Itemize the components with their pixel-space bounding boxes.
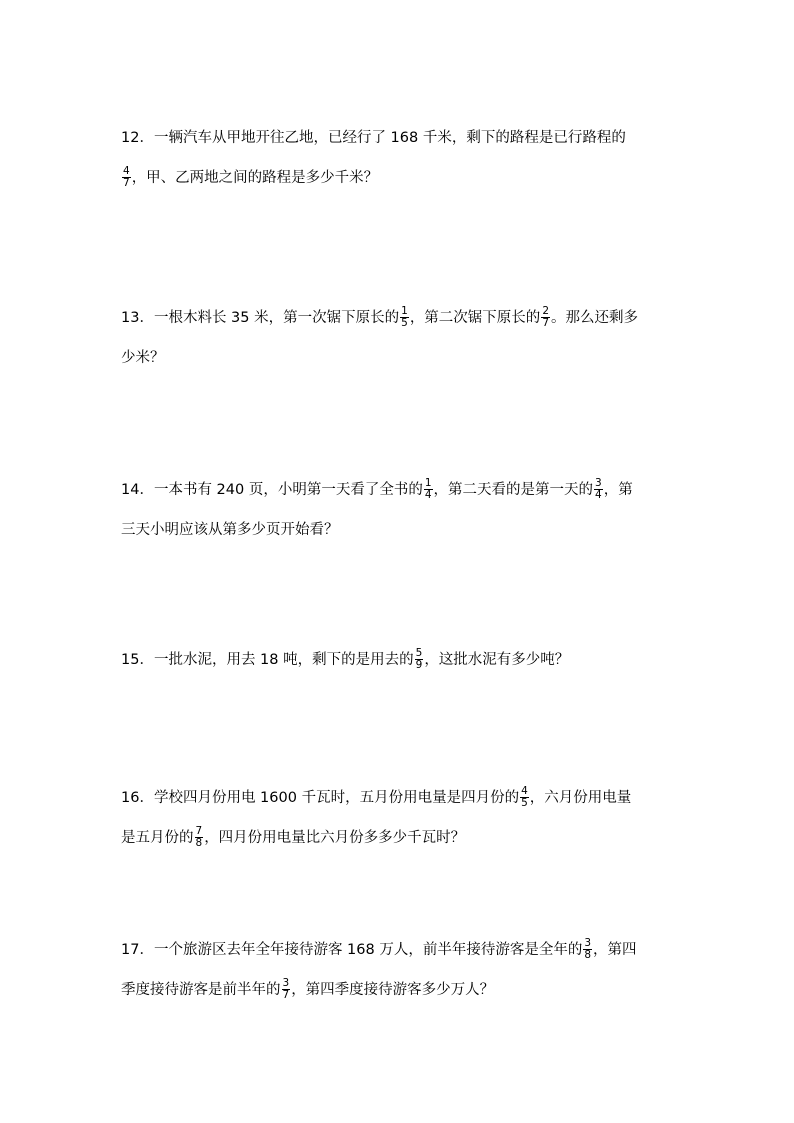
problem-12: [121, 118, 681, 198]
problem-14: [121, 470, 681, 550]
problem-text: 三天小明应该从第多少页开始看？: [121, 522, 339, 538]
fraction-denominator: 5: [401, 316, 408, 329]
problem-16: [121, 778, 681, 858]
fraction: [594, 478, 603, 501]
fraction: [583, 938, 592, 961]
fraction-numerator: 7: [195, 824, 203, 837]
fraction: [415, 648, 424, 671]
problem-number: 13．: [121, 310, 154, 326]
problem-text: 季度接待游客是前半年的: [121, 982, 281, 998]
fraction-denominator: 7: [282, 988, 290, 1001]
fraction-numerator: 4: [123, 164, 130, 177]
fraction-denominator: 7: [123, 176, 130, 189]
problem-number: 17．: [121, 942, 154, 958]
problem-line: [121, 640, 681, 680]
problem-text: 一个旅游区去年全年接待游客 168 万人，前半年接待游客是全年的: [153, 942, 583, 958]
problem-text: 。那么还剩多: [551, 310, 638, 326]
problem-text: ，第二天看的是第一天的: [433, 482, 594, 498]
problem-text: ，六月份用电量: [529, 790, 632, 806]
fraction: [424, 478, 433, 501]
fraction-numerator: 4: [521, 784, 528, 797]
fraction-denominator: 5: [521, 796, 528, 809]
problem-number: 15．: [121, 652, 154, 668]
problem-text: 少米？: [121, 350, 165, 366]
fraction-numerator: 1: [424, 476, 432, 489]
problem-number: 12．: [121, 130, 154, 146]
problem-text: ，第: [603, 482, 633, 498]
problem-text: 是五月份的: [121, 830, 194, 846]
fraction-denominator: 4: [424, 488, 432, 501]
problem-text: ，甲、乙两地之间的路程是多少千米？: [131, 170, 379, 186]
problem-number: 14．: [121, 482, 154, 498]
fraction: [400, 306, 409, 329]
problem-text: 一批水泥，用去 18 吨，剩下的是用去的: [153, 652, 414, 668]
problem-text: 一辆汽车从甲地开往乙地，已经行了 168 千米，剩下的路程是已行路程的: [153, 130, 626, 146]
fraction: [282, 978, 291, 1001]
problem-text: ，第四季度接待游客多少万人？: [291, 982, 495, 998]
fraction-numerator: 3: [584, 936, 592, 949]
problem-line: [121, 298, 681, 338]
problem-text: ，第四: [593, 942, 637, 958]
problem-text: ，这批水泥有多少吨？: [424, 652, 570, 668]
fraction-numerator: 3: [282, 976, 290, 989]
problem-17: [121, 930, 681, 1010]
problem-line: [121, 818, 681, 858]
problem-line: [121, 158, 681, 198]
problem-text: ，第二次锯下原长的: [409, 310, 541, 326]
fraction-denominator: 9: [415, 658, 423, 671]
problem-line: [121, 118, 681, 158]
fraction-denominator: 8: [584, 948, 592, 961]
fraction-numerator: 5: [415, 646, 423, 659]
fraction: [122, 166, 131, 189]
fraction: [520, 786, 529, 809]
problem-text: 一根木料长 35 米，第一次锯下原长的: [153, 310, 400, 326]
problem-15: [121, 640, 681, 680]
fraction-numerator: 1: [401, 304, 408, 317]
fraction-denominator: 4: [595, 488, 602, 501]
problem-line: [121, 778, 681, 818]
problem-line: [121, 510, 681, 550]
problem-text: 学校四月份用电 1600 千瓦时，五月份用电量是四月份的: [153, 790, 520, 806]
fraction: [195, 826, 204, 849]
problem-13: [121, 298, 681, 378]
problem-text: ，四月份用电量比六月份多多少千瓦时？: [204, 830, 466, 846]
problem-line: [121, 930, 681, 970]
problem-line: [121, 970, 681, 1010]
fraction-numerator: 2: [542, 304, 549, 317]
problem-text: 一本书有 240 页，小明第一天看了全书的: [153, 482, 423, 498]
problem-line: [121, 470, 681, 510]
fraction-numerator: 3: [595, 476, 602, 489]
fraction-denominator: 7: [542, 316, 549, 329]
fraction-denominator: 8: [195, 836, 203, 849]
problem-line: [121, 338, 681, 378]
fraction: [541, 306, 550, 329]
problem-number: 16．: [121, 790, 154, 806]
